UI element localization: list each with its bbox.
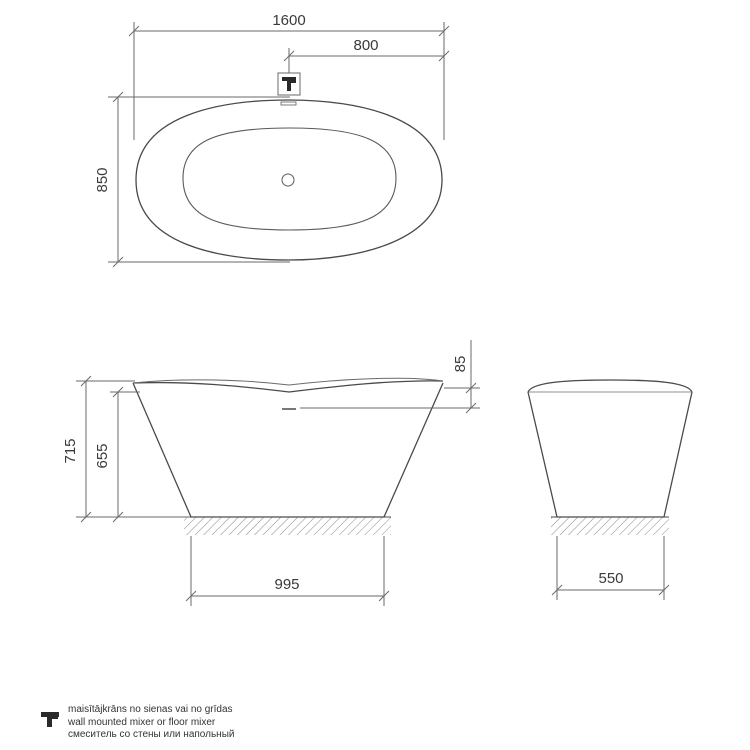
tub-end-body [528, 392, 692, 517]
dimension-width-line [108, 92, 290, 267]
legend-line-latvian: maisītājkrāns no sienas vai no grīdas [68, 704, 233, 715]
side-view [62, 340, 480, 606]
dimension-base-length-line [186, 536, 389, 606]
legend-line-russian: смеситель со стены или напольный [68, 729, 235, 740]
floor-hatch [184, 517, 391, 535]
dimension-half-length-label: 800 [353, 37, 379, 54]
dimension-rim-dip-line [300, 340, 480, 413]
dimension-half-length-line [284, 48, 449, 92]
dimension-base-width-line [552, 536, 669, 600]
tub-end-rim [528, 380, 692, 392]
drain-hole [282, 174, 294, 186]
mixer-icon [278, 73, 300, 95]
tub-side-rim [133, 381, 443, 392]
dimension-total-height-label: 715 [62, 438, 79, 464]
dimension-base-length-label: 995 [274, 576, 300, 593]
legend-text [68, 704, 234, 742]
top-view [94, 12, 449, 267]
tub-side-body [133, 383, 443, 517]
mixer-icon [40, 711, 60, 727]
overflow-slot [281, 102, 296, 105]
legend-line-english: wall mounted mixer or floor mixer [68, 716, 216, 728]
floor-hatch-end [551, 517, 669, 535]
dimension-width-label: 850 [94, 167, 111, 193]
end-view [528, 380, 692, 600]
legend [40, 704, 234, 742]
dimension-base-width-label: 550 [598, 570, 624, 587]
dimension-inner-height-line [110, 387, 140, 522]
dimension-length-label: 1600 [272, 12, 306, 29]
dimension-rim-dip-label: 85 [452, 355, 469, 373]
dimension-inner-height-label: 655 [94, 443, 111, 469]
